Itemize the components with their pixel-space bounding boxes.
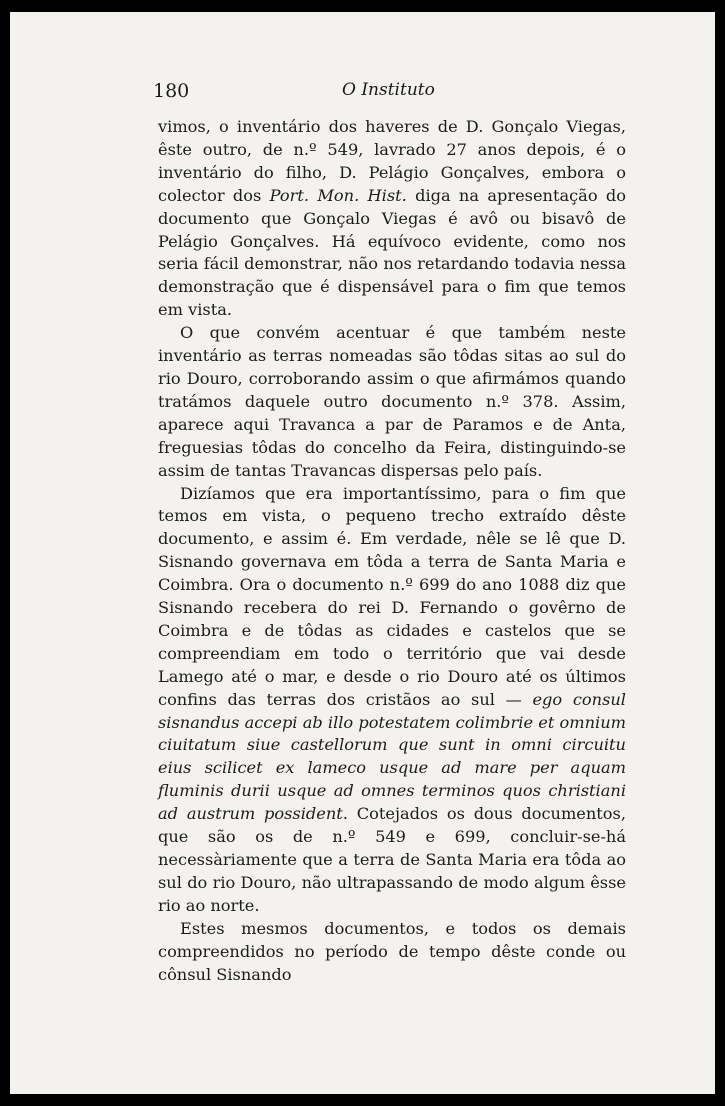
paragraph-4 <box>158 918 626 987</box>
text-segment: Cotejados os dous documentos, que são os de n.º 549 e 699, concluir-se-há necessàriamente que a terra de Santa Maria era tôda ao sul do rio Douro, não ultrapassando de modo algum êsse rio ao norte. <box>158 804 626 915</box>
page-header <box>10 76 715 106</box>
paragraph-2 <box>158 322 626 482</box>
text-segment: Estes mesmos documentos, e todos os demais compreendidos no período de tempo dêste conde ou cônsul Sisnando <box>158 918 626 984</box>
page-number: 180 <box>153 80 190 102</box>
text-segment: diga na apresentação do documento que Gonçalo Viegas é avô ou bisavô de Pelágio Gonçalves. Há equívoco evidente, como nos seria fácil demonstrar, não nos retardando todavia nessa demonstração que é dispensável para o fim que temos em vista. <box>158 185 626 320</box>
italic-text-segment: ego consul sisnandus accepi ab illo potestatem colimbrie et omnium ciuitatum siue castellorum que sunt in omni circuitu eius scilicet ex lameco usque ad mare per aquam fluminis durii usque ad omnes terminos quos christiani ad austrum possident. <box>158 689 626 824</box>
paragraph-1 <box>158 116 626 322</box>
body-text <box>158 116 626 986</box>
text-segment: O que convém acentuar é que também neste inventário as terras nomeadas são tôdas sitas ao sul do rio Douro, corroborando assim o que afirmámos quando tratámos daquele outro documento n.º 378. Assim, aparece aqui Travanca a par de Paramos e de Anta, freguesias tôdas do concelho da Feira, distinguindo-se assim de tantas Travancas dispersas pelo país. <box>158 323 626 480</box>
paragraph-3 <box>158 483 626 918</box>
italic-text-segment: Port. Mon. Hist. <box>269 185 407 205</box>
text-segment: Dizíamos que era importantíssimo, para o fim que temos em vista, o pequeno trecho extraído dêste documento, e assim é. Em verdade, nêle se lê que D. Sisnando governava em tôda a terra de Santa Maria e Coimbra. Ora o documento n.º 699 do ano 1088 diz que Sisnando recebera do rei D. Fernando o govêrno de Coimbra e de tôdas as cidades e castelos que se compreendiam em todo o território que vai desde Lamego até o mar, e desde o rio Douro até os últimos confins das terras dos cristãos ao sul — <box>158 483 626 709</box>
running-title: O Instituto <box>342 80 435 100</box>
text-segment: vimos, o inventário dos haveres de D. Gonçalo Viegas, êste outro, de n.º 549, lavrado 27 anos depois, é o inventário do filho, D. Pelágio Gonçalves, embora o colector dos <box>158 117 626 205</box>
book-page <box>10 12 715 1094</box>
